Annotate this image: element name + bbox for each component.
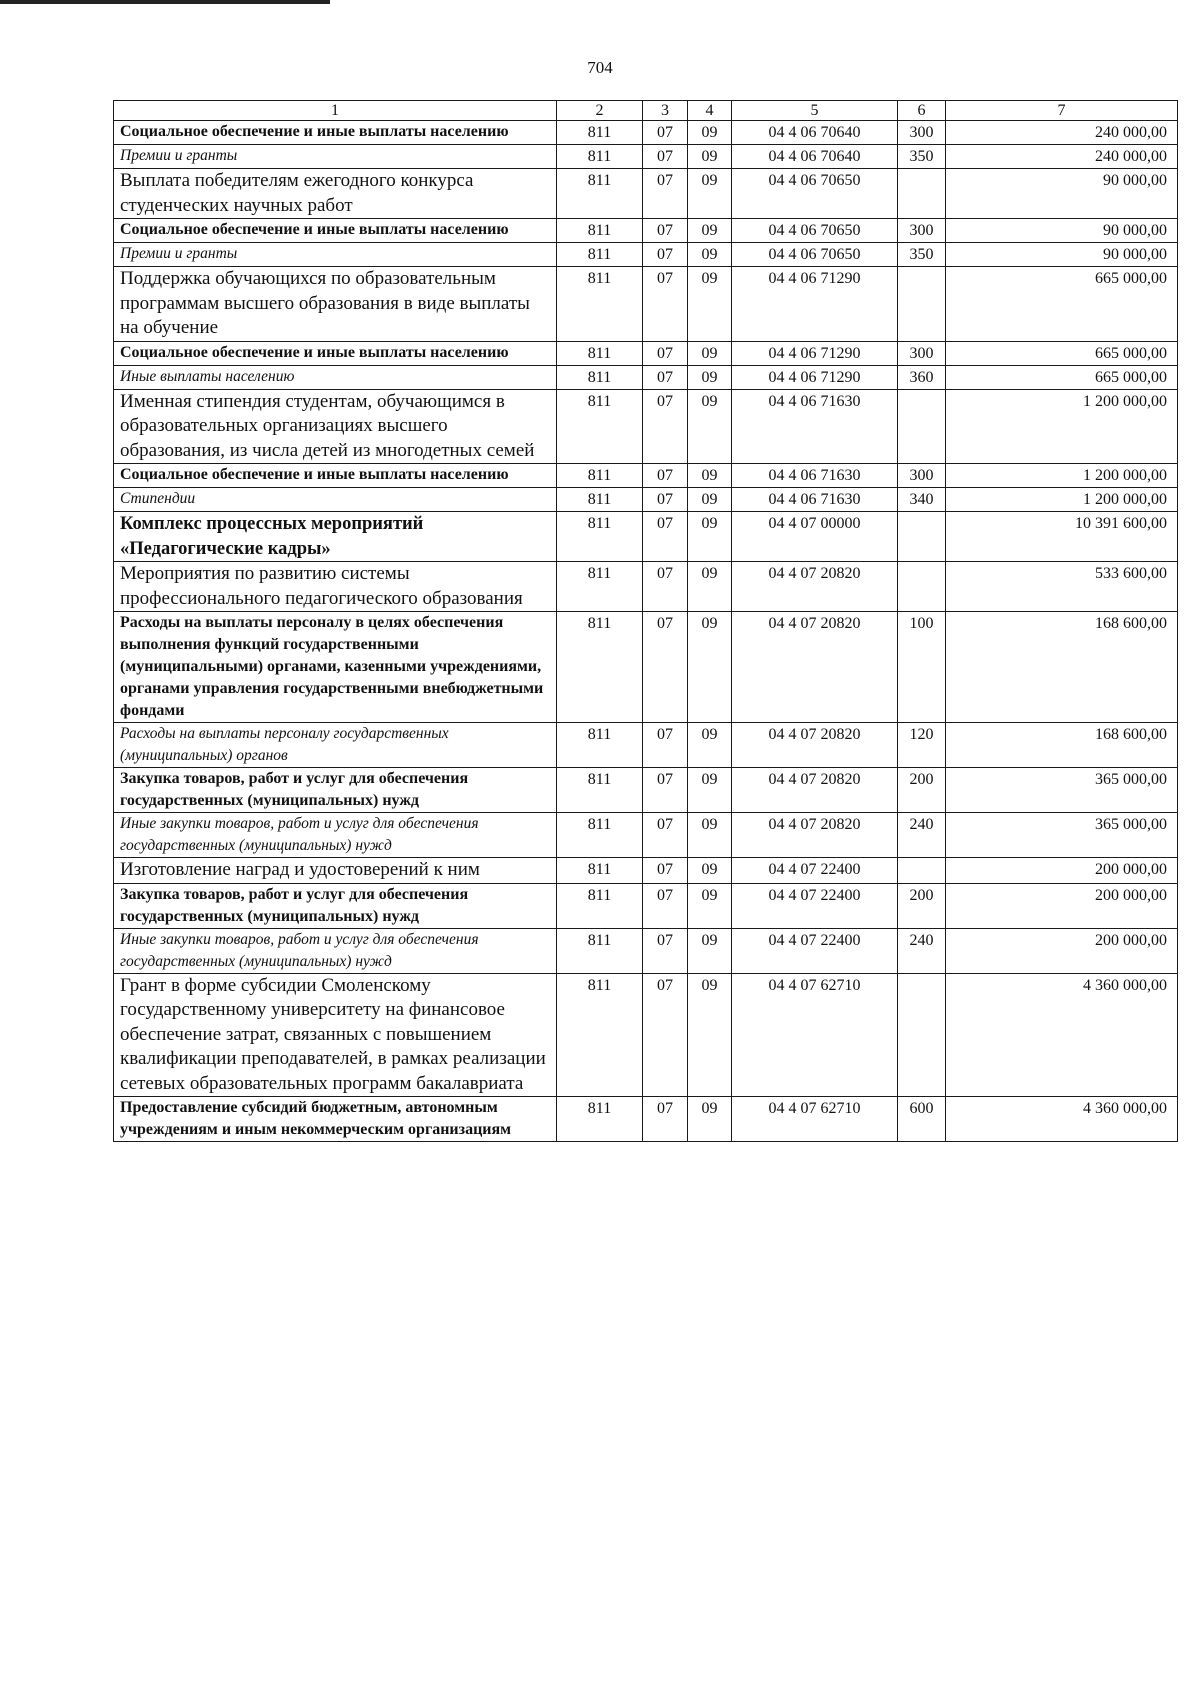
target-article-code: 04 4 07 22400 <box>732 858 898 884</box>
item-name: Предоставление субсидий бюджетным, автономным учреждениям и иным некоммерческим организациям <box>114 1097 557 1142</box>
target-article-code: 04 4 07 20820 <box>732 768 898 813</box>
target-article-code: 04 4 06 70650 <box>732 169 898 219</box>
target-article-code: 04 4 07 00000 <box>732 512 898 562</box>
ministry-code: 811 <box>557 243 643 267</box>
table-row <box>114 883 1178 928</box>
target-article-code: 04 4 07 20820 <box>732 612 898 723</box>
target-article-code: 04 4 06 71630 <box>732 389 898 464</box>
subsection-code: 09 <box>688 858 732 884</box>
section-code: 07 <box>643 858 688 884</box>
subsection-code: 09 <box>688 145 732 169</box>
amount: 168 600,00 <box>946 612 1178 723</box>
ministry-code: 811 <box>557 883 643 928</box>
target-article-code: 04 4 06 71290 <box>732 267 898 342</box>
subsection-code: 09 <box>688 512 732 562</box>
subsection-code: 09 <box>688 267 732 342</box>
amount: 4 360 000,00 <box>946 1097 1178 1142</box>
amount: 1 200 000,00 <box>946 464 1178 488</box>
subsection-code: 09 <box>688 488 732 512</box>
target-article-code: 04 4 06 70640 <box>732 121 898 145</box>
target-article-code: 04 4 06 70640 <box>732 145 898 169</box>
section-code: 07 <box>643 365 688 389</box>
expense-type-code: 200 <box>898 768 946 813</box>
expense-type-code <box>898 973 946 1097</box>
table-row <box>114 768 1178 813</box>
header-cell-5: 5 <box>732 101 898 121</box>
expense-type-code: 100 <box>898 612 946 723</box>
ministry-code: 811 <box>557 145 643 169</box>
subsection-code: 09 <box>688 389 732 464</box>
subsection-code: 09 <box>688 365 732 389</box>
item-name: Закупка товаров, работ и услуг для обеспечения государственных (муниципальных) нужд <box>114 768 557 813</box>
header-cell-4: 4 <box>688 101 732 121</box>
item-name: Грант в форме субсидии Смоленскому государственному университету на финансовое обеспечение затрат, связанных с повышением квалификации преподавателей, в рамках реализации сетевых образовательных программ бакалавриата <box>114 973 557 1097</box>
ministry-code: 811 <box>557 512 643 562</box>
target-article-code: 04 4 07 62710 <box>732 1097 898 1142</box>
target-article-code: 04 4 07 62710 <box>732 973 898 1097</box>
budget-table <box>113 100 1178 1142</box>
target-article-code: 04 4 06 70650 <box>732 219 898 243</box>
amount: 1 200 000,00 <box>946 488 1178 512</box>
section-code: 07 <box>643 243 688 267</box>
ministry-code: 811 <box>557 121 643 145</box>
subsection-code: 09 <box>688 169 732 219</box>
table-row <box>114 243 1178 267</box>
target-article-code: 04 4 07 20820 <box>732 813 898 858</box>
subsection-code: 09 <box>688 1097 732 1142</box>
table-row <box>114 723 1178 768</box>
subsection-code: 09 <box>688 612 732 723</box>
table-body <box>114 121 1178 1142</box>
expense-type-code: 120 <box>898 723 946 768</box>
item-name: Иные закупки товаров, работ и услуг для обеспечения государственных (муниципальных) нужд <box>114 813 557 858</box>
item-name: Изготовление наград и удостоверений к ним <box>114 858 557 884</box>
section-code: 07 <box>643 267 688 342</box>
item-name: Социальное обеспечение и иные выплаты населению <box>114 121 557 145</box>
table-row <box>114 562 1178 612</box>
target-article-code: 04 4 06 71630 <box>732 464 898 488</box>
item-name: Иные выплаты населению <box>114 365 557 389</box>
subsection-code: 09 <box>688 562 732 612</box>
table-row <box>114 612 1178 723</box>
section-code: 07 <box>643 723 688 768</box>
amount: 365 000,00 <box>946 813 1178 858</box>
subsection-code: 09 <box>688 723 732 768</box>
section-code: 07 <box>643 562 688 612</box>
amount: 665 000,00 <box>946 267 1178 342</box>
expense-type-code: 360 <box>898 365 946 389</box>
table-row <box>114 267 1178 342</box>
subsection-code: 09 <box>688 243 732 267</box>
section-code: 07 <box>643 768 688 813</box>
item-name: Мероприятия по развитию системы профессионального педагогического образования <box>114 562 557 612</box>
subsection-code: 09 <box>688 464 732 488</box>
table-row <box>114 219 1178 243</box>
subsection-code: 09 <box>688 813 732 858</box>
ministry-code: 811 <box>557 813 643 858</box>
item-name: Социальное обеспечение и иные выплаты населению <box>114 464 557 488</box>
ministry-code: 811 <box>557 723 643 768</box>
header-cell-1: 1 <box>114 101 557 121</box>
subsection-code: 09 <box>688 121 732 145</box>
header-cell-7: 7 <box>946 101 1178 121</box>
target-article-code: 04 4 06 71630 <box>732 488 898 512</box>
ministry-code: 811 <box>557 219 643 243</box>
table-row <box>114 145 1178 169</box>
amount: 10 391 600,00 <box>946 512 1178 562</box>
item-name: Поддержка обучающихся по образовательным программам высшего образования в виде выплаты на обучение <box>114 267 557 342</box>
expense-type-code <box>898 512 946 562</box>
section-code: 07 <box>643 219 688 243</box>
ministry-code: 811 <box>557 612 643 723</box>
item-name: Премии и гранты <box>114 145 557 169</box>
ministry-code: 811 <box>557 488 643 512</box>
target-article-code: 04 4 06 70650 <box>732 243 898 267</box>
subsection-code: 09 <box>688 768 732 813</box>
table-row <box>114 169 1178 219</box>
amount: 168 600,00 <box>946 723 1178 768</box>
item-name: Выплата победителям ежегодного конкурса студенческих научных работ <box>114 169 557 219</box>
ministry-code: 811 <box>557 267 643 342</box>
ministry-code: 811 <box>557 858 643 884</box>
expense-type-code: 240 <box>898 928 946 973</box>
expense-type-code <box>898 267 946 342</box>
section-code: 07 <box>643 883 688 928</box>
section-code: 07 <box>643 341 688 365</box>
header-cell-3: 3 <box>643 101 688 121</box>
table-row <box>114 1097 1178 1142</box>
section-code: 07 <box>643 389 688 464</box>
amount: 240 000,00 <box>946 145 1178 169</box>
section-code: 07 <box>643 928 688 973</box>
table-row <box>114 341 1178 365</box>
table-row <box>114 464 1178 488</box>
header-cell-2: 2 <box>557 101 643 121</box>
amount: 240 000,00 <box>946 121 1178 145</box>
section-code: 07 <box>643 169 688 219</box>
table-row <box>114 928 1178 973</box>
expense-type-code: 300 <box>898 219 946 243</box>
item-name: Закупка товаров, работ и услуг для обеспечения государственных (муниципальных) нужд <box>114 883 557 928</box>
target-article-code: 04 4 07 20820 <box>732 723 898 768</box>
item-name: Расходы на выплаты персоналу государственных (муниципальных) органов <box>114 723 557 768</box>
section-code: 07 <box>643 973 688 1097</box>
expense-type-code: 600 <box>898 1097 946 1142</box>
expense-type-code: 300 <box>898 341 946 365</box>
item-name: Стипендии <box>114 488 557 512</box>
target-article-code: 04 4 07 20820 <box>732 562 898 612</box>
amount: 665 000,00 <box>946 341 1178 365</box>
amount: 4 360 000,00 <box>946 973 1178 1097</box>
expense-type-code <box>898 389 946 464</box>
table-row <box>114 858 1178 884</box>
header-cell-6: 6 <box>898 101 946 121</box>
expense-type-code: 300 <box>898 121 946 145</box>
expense-type-code: 200 <box>898 883 946 928</box>
amount: 200 000,00 <box>946 928 1178 973</box>
target-article-code: 04 4 07 22400 <box>732 883 898 928</box>
table-row <box>114 488 1178 512</box>
expense-type-code: 350 <box>898 243 946 267</box>
ministry-code: 811 <box>557 1097 643 1142</box>
section-code: 07 <box>643 512 688 562</box>
target-article-code: 04 4 06 71290 <box>732 341 898 365</box>
subsection-code: 09 <box>688 341 732 365</box>
expense-type-code: 240 <box>898 813 946 858</box>
expense-type-code: 300 <box>898 464 946 488</box>
ministry-code: 811 <box>557 768 643 813</box>
table-row <box>114 512 1178 562</box>
target-article-code: 04 4 06 71290 <box>732 365 898 389</box>
ministry-code: 811 <box>557 389 643 464</box>
amount: 90 000,00 <box>946 219 1178 243</box>
amount: 90 000,00 <box>946 169 1178 219</box>
subsection-code: 09 <box>688 928 732 973</box>
amount: 200 000,00 <box>946 858 1178 884</box>
item-name: Премии и гранты <box>114 243 557 267</box>
amount: 533 600,00 <box>946 562 1178 612</box>
item-name: Расходы на выплаты персоналу в целях обеспечения выполнения функций государственными (муниципальными) органами, казенными учреждениями, органами управления государственными внебюджетными фондами <box>114 612 557 723</box>
expense-type-code <box>898 562 946 612</box>
ministry-code: 811 <box>557 169 643 219</box>
ministry-code: 811 <box>557 928 643 973</box>
item-name: Социальное обеспечение и иные выплаты населению <box>114 341 557 365</box>
ministry-code: 811 <box>557 365 643 389</box>
section-code: 07 <box>643 488 688 512</box>
section-code: 07 <box>643 813 688 858</box>
expense-type-code <box>898 858 946 884</box>
amount: 665 000,00 <box>946 365 1178 389</box>
table-row <box>114 121 1178 145</box>
item-name: Комплекс процессных мероприятий «Педагогические кадры» <box>114 512 557 562</box>
amount: 90 000,00 <box>946 243 1178 267</box>
table-row <box>114 365 1178 389</box>
amount: 365 000,00 <box>946 768 1178 813</box>
amount: 200 000,00 <box>946 883 1178 928</box>
table-row <box>114 389 1178 464</box>
amount: 1 200 000,00 <box>946 389 1178 464</box>
table-row <box>114 973 1178 1097</box>
section-code: 07 <box>643 1097 688 1142</box>
top-rule <box>0 0 330 4</box>
ministry-code: 811 <box>557 464 643 488</box>
subsection-code: 09 <box>688 883 732 928</box>
table-row <box>114 813 1178 858</box>
subsection-code: 09 <box>688 973 732 1097</box>
page-number: 704 <box>587 58 613 77</box>
target-article-code: 04 4 07 22400 <box>732 928 898 973</box>
ministry-code: 811 <box>557 973 643 1097</box>
expense-type-code <box>898 169 946 219</box>
item-name: Иные закупки товаров, работ и услуг для обеспечения государственных (муниципальных) нужд <box>114 928 557 973</box>
subsection-code: 09 <box>688 219 732 243</box>
expense-type-code: 350 <box>898 145 946 169</box>
section-code: 07 <box>643 121 688 145</box>
ministry-code: 811 <box>557 562 643 612</box>
expense-type-code: 340 <box>898 488 946 512</box>
section-code: 07 <box>643 145 688 169</box>
section-code: 07 <box>643 464 688 488</box>
ministry-code: 811 <box>557 341 643 365</box>
item-name: Именная стипендия студентам, обучающимся в образовательных организациях высшего образования, из числа детей из многодетных семей <box>114 389 557 464</box>
header-row <box>114 101 1178 121</box>
item-name: Социальное обеспечение и иные выплаты населению <box>114 219 557 243</box>
section-code: 07 <box>643 612 688 723</box>
